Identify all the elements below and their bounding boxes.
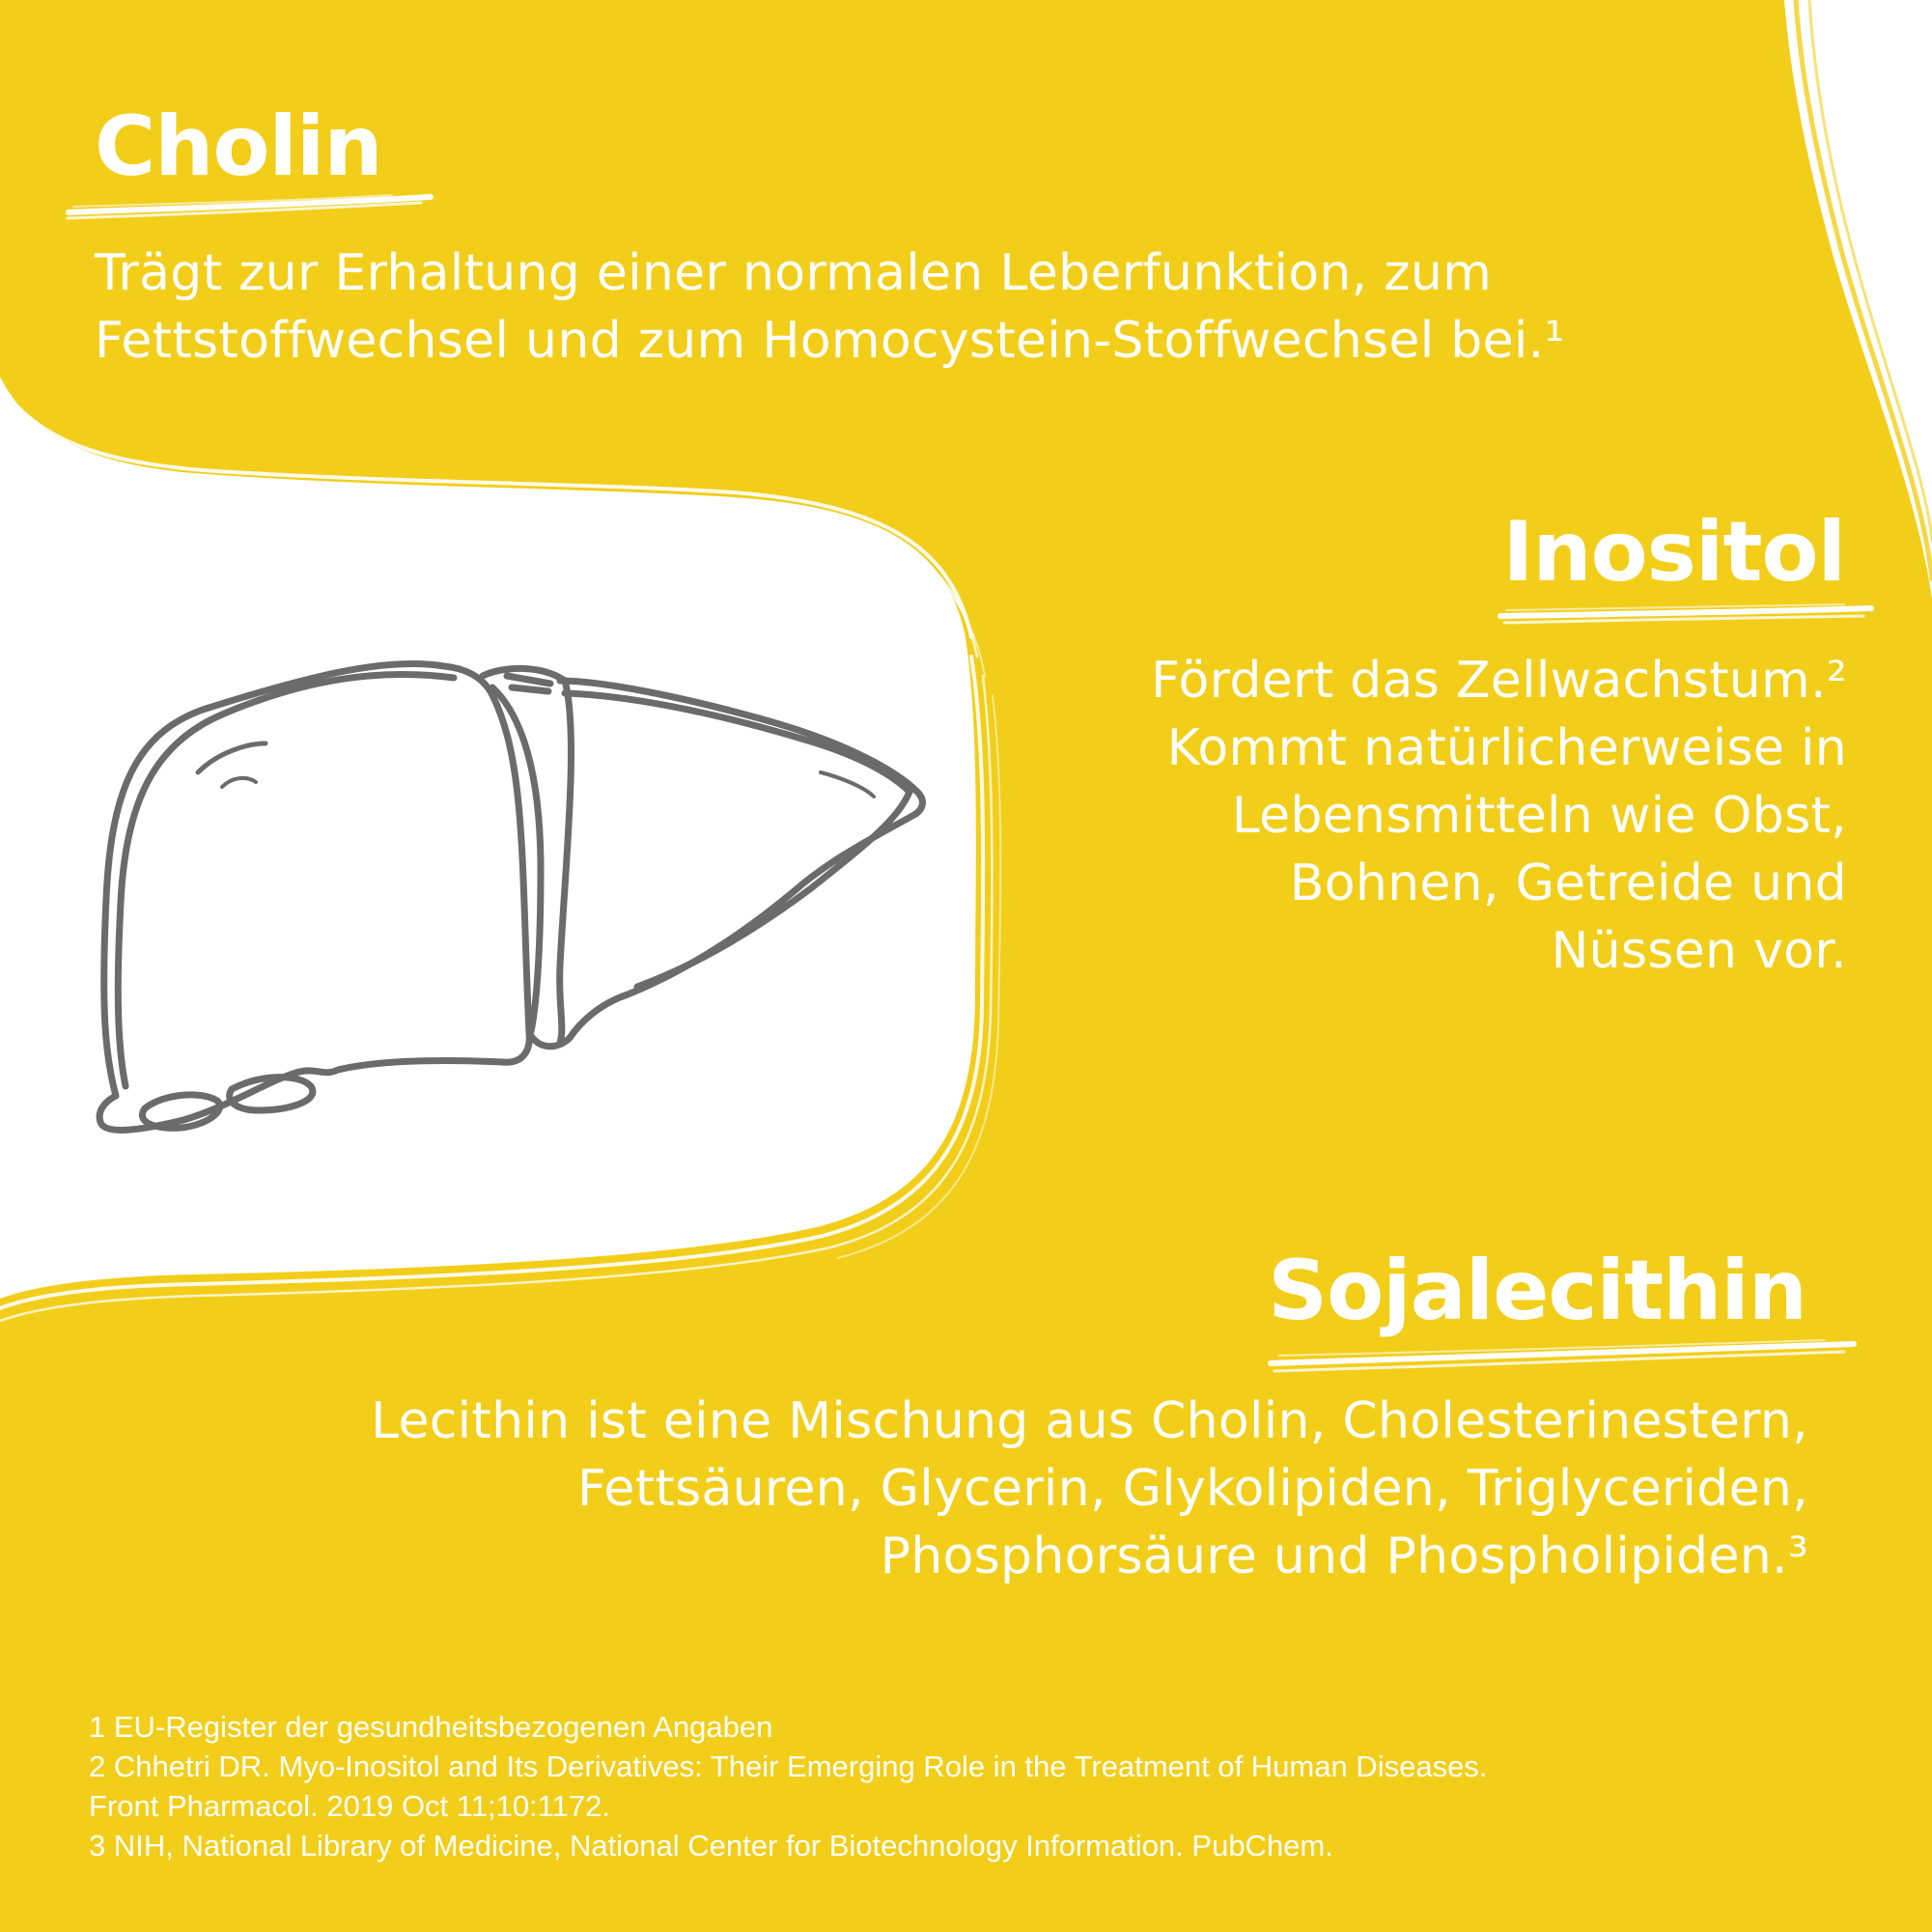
footnote-2-continued: Front Pharmacol. 2019 Oct 11;10:1172. [89,1789,610,1823]
footnote-2: 2 Chhetri DR. Myo-Inositol and Its Derivatives: Their Emerging Role in the Treatment of Human Diseases. [89,1750,1488,1783]
footnotes [89,1707,1487,1865]
inositol-title: Inositol [1502,504,1845,601]
inositol-line: Fördert das Zellwachstum.² [1151,652,1847,710]
inositol-line: Lebensmitteln wie Obst, [1231,787,1847,845]
sojalecithin-line: Phosphorsäure und Phospholipiden.³ [880,1527,1808,1585]
inositol-line: Bohnen, Getreide und [1289,854,1847,912]
sojalecithin-line: Lecithin ist eine Mischung aus Cholin, Cholesterinestern, [371,1392,1808,1450]
sojalecithin-line: Fettsäuren, Glycerin, Glykolipiden, Triglyceriden, [577,1460,1808,1518]
inositol-line: Kommt natürlicherweise in [1166,719,1847,777]
inositol-line: Nüssen vor. [1551,922,1847,980]
cholin-title: Cholin [95,98,382,195]
cholin-line: Trägt zur Erhaltung einer normalen Leberfunktion, zum [95,244,1493,302]
cholin-line: Fettstoffwechsel und zum Homocystein-Stoffwechsel bei.¹ [95,312,1565,370]
footnote-3: 3 NIH, National Library of Medicine, National Center for Biotechnology Information. PubChem. [89,1829,1333,1862]
sojalecithin-title: Sojalecithin [1268,1243,1806,1339]
footnote-1: 1 EU-Register der gesundheitsbezogenen Angaben [89,1710,773,1744]
